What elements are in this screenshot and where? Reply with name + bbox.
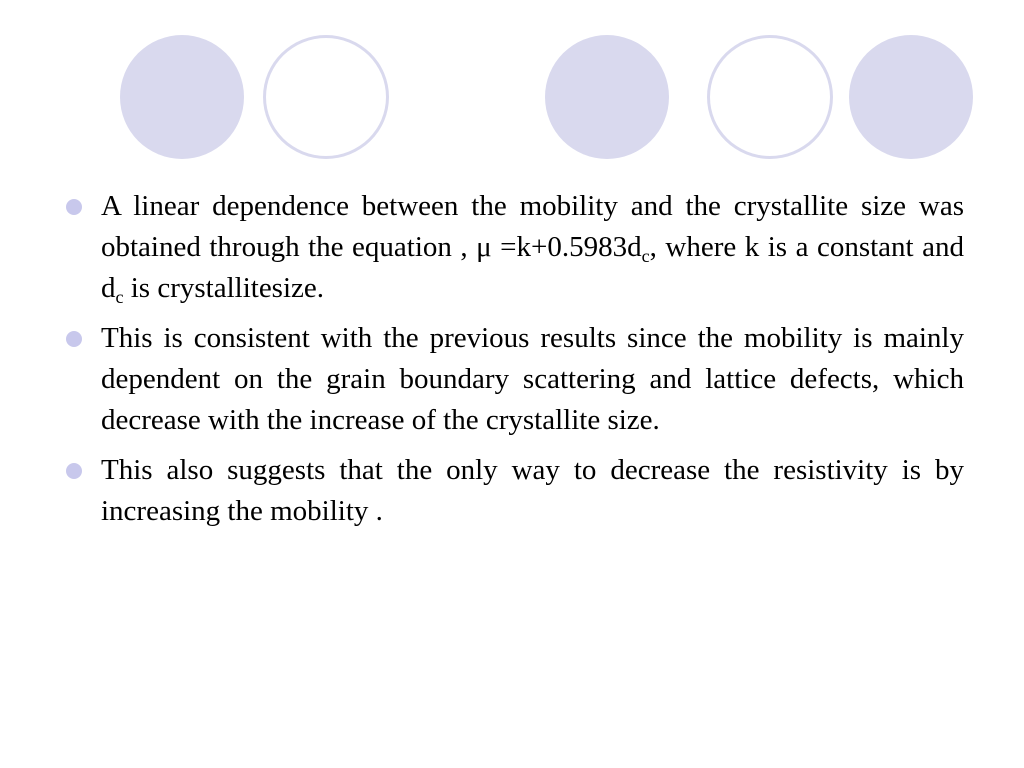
bullet-text bbox=[101, 190, 964, 307]
bullet-text: This is consistent with the previous results since the mobility is mainly dependent on the grain boundary scattering and lattice defects, which decrease with the increase of the crystallite size. bbox=[101, 322, 964, 436]
bullet-text-part: A linear dependence between the mobility and the crystallite size was obtained through the equation , μ =k+0.5983d bbox=[101, 190, 964, 263]
bullet-text: This also suggests that the only way to decrease the resistivity is by increasing the mobility . bbox=[101, 454, 964, 527]
bullet-item-2 bbox=[62, 318, 964, 441]
bullet-dot-icon bbox=[66, 199, 82, 215]
decorative-circle-filled-3 bbox=[849, 35, 973, 159]
bullet-item-1 bbox=[62, 186, 964, 309]
subscript: c bbox=[115, 287, 124, 307]
bullet-dot-icon bbox=[66, 331, 82, 347]
decorative-circle-outline-1 bbox=[263, 35, 389, 159]
decorative-circle-filled-1 bbox=[120, 35, 244, 159]
bullet-item-3 bbox=[62, 450, 964, 532]
subscript: c bbox=[641, 246, 650, 266]
bullet-dot-icon bbox=[66, 463, 82, 479]
bullet-list bbox=[62, 186, 964, 541]
bullet-text-part: is crystallitesize. bbox=[123, 272, 325, 304]
decorative-circle-filled-2 bbox=[545, 35, 669, 159]
bullet-text-part: , where k is a constant and d bbox=[101, 231, 964, 304]
decorative-circle-outline-2 bbox=[707, 35, 833, 159]
